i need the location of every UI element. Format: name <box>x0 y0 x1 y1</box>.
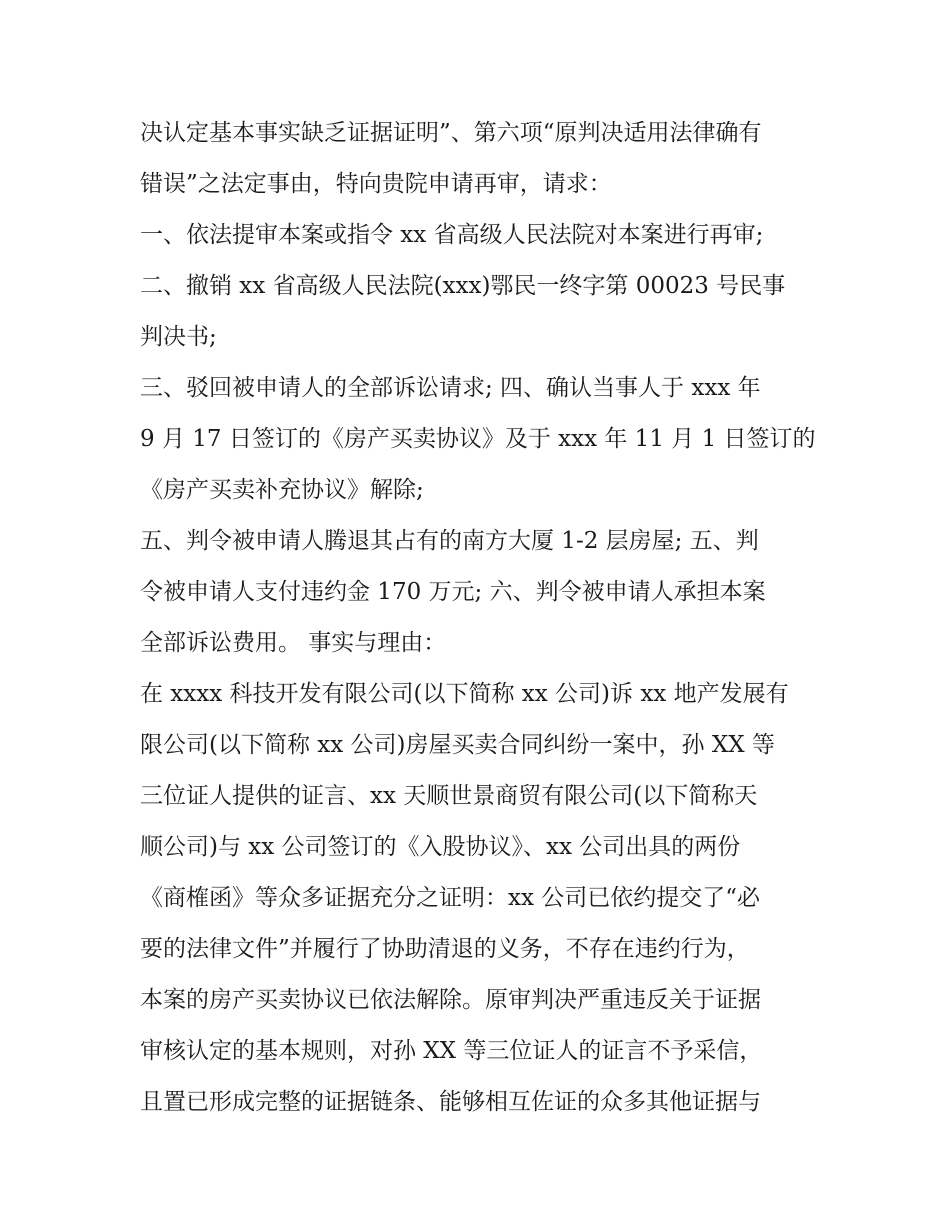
text-line: 要的法律文件”并履行了协助清退的义务，不存在违约行为， <box>140 936 750 962</box>
text-line: 决认定基本事实缺乏证据证明”、第六项“原判决适用法律确有 <box>140 120 762 146</box>
text-line: 限公司(以下简称 xx 公司)房屋买卖合同纠纷一案中，孙 XX 等 <box>140 732 775 758</box>
text-line: 9 月 17 日签订的《房产买卖协议》及于 xxx 年 11 月 1 日签订的 <box>140 426 816 452</box>
text-line: 在 xxxx 科技开发有限公司(以下简称 xx 公司)诉 xx 地产发展有 <box>140 681 789 707</box>
text-line: 判决书; <box>140 324 217 350</box>
text-line: 三、驳回被申请人的全部诉讼请求; 四、确认当事人于 xxx 年 <box>140 375 761 401</box>
text-line: 令被申请人支付违约金 170 万元; 六、判令被申请人承担本案 <box>140 579 766 605</box>
text-line: 本案的房产买卖协议已依法解除。原审判决严重违反关于证据 <box>140 987 761 1013</box>
text-line: 审核认定的基本规则，对孙 XX 等三位证人的证言不予采信， <box>140 1038 763 1064</box>
text-line: 错误”之法定事由，特向贵院申请再审，请求： <box>140 171 612 197</box>
text-line: 三位证人提供的证言、xx 天顺世景商贸有限公司(以下简称天 <box>140 783 758 809</box>
document-body <box>140 108 820 1128</box>
text-line: 《房产买卖补充协议》解除; <box>140 477 424 503</box>
text-line: 二、撤销 xx 省高级人民法院(xxx)鄂民一终字第 00023 号民事 <box>140 273 786 299</box>
text-line: 一、依法提审本案或指令 xx 省高级人民法院对本案进行再审; <box>140 222 764 248</box>
text-line: 且置已形成完整的证据链条、能够相互佐证的众多其他证据与 <box>140 1089 761 1115</box>
text-line: 《商榷函》等众多证据充分之证明：xx 公司已依约提交了“必 <box>140 885 761 911</box>
text-line: 顺公司)与 xx 公司签订的《入股协议》、xx 公司出具的两份 <box>140 834 741 860</box>
text-line: 全部诉讼费用。 事实与理由： <box>140 630 447 656</box>
text-line: 五、判令被申请人腾退其占有的南方大厦 1-2 层房屋; 五、判 <box>140 528 759 554</box>
